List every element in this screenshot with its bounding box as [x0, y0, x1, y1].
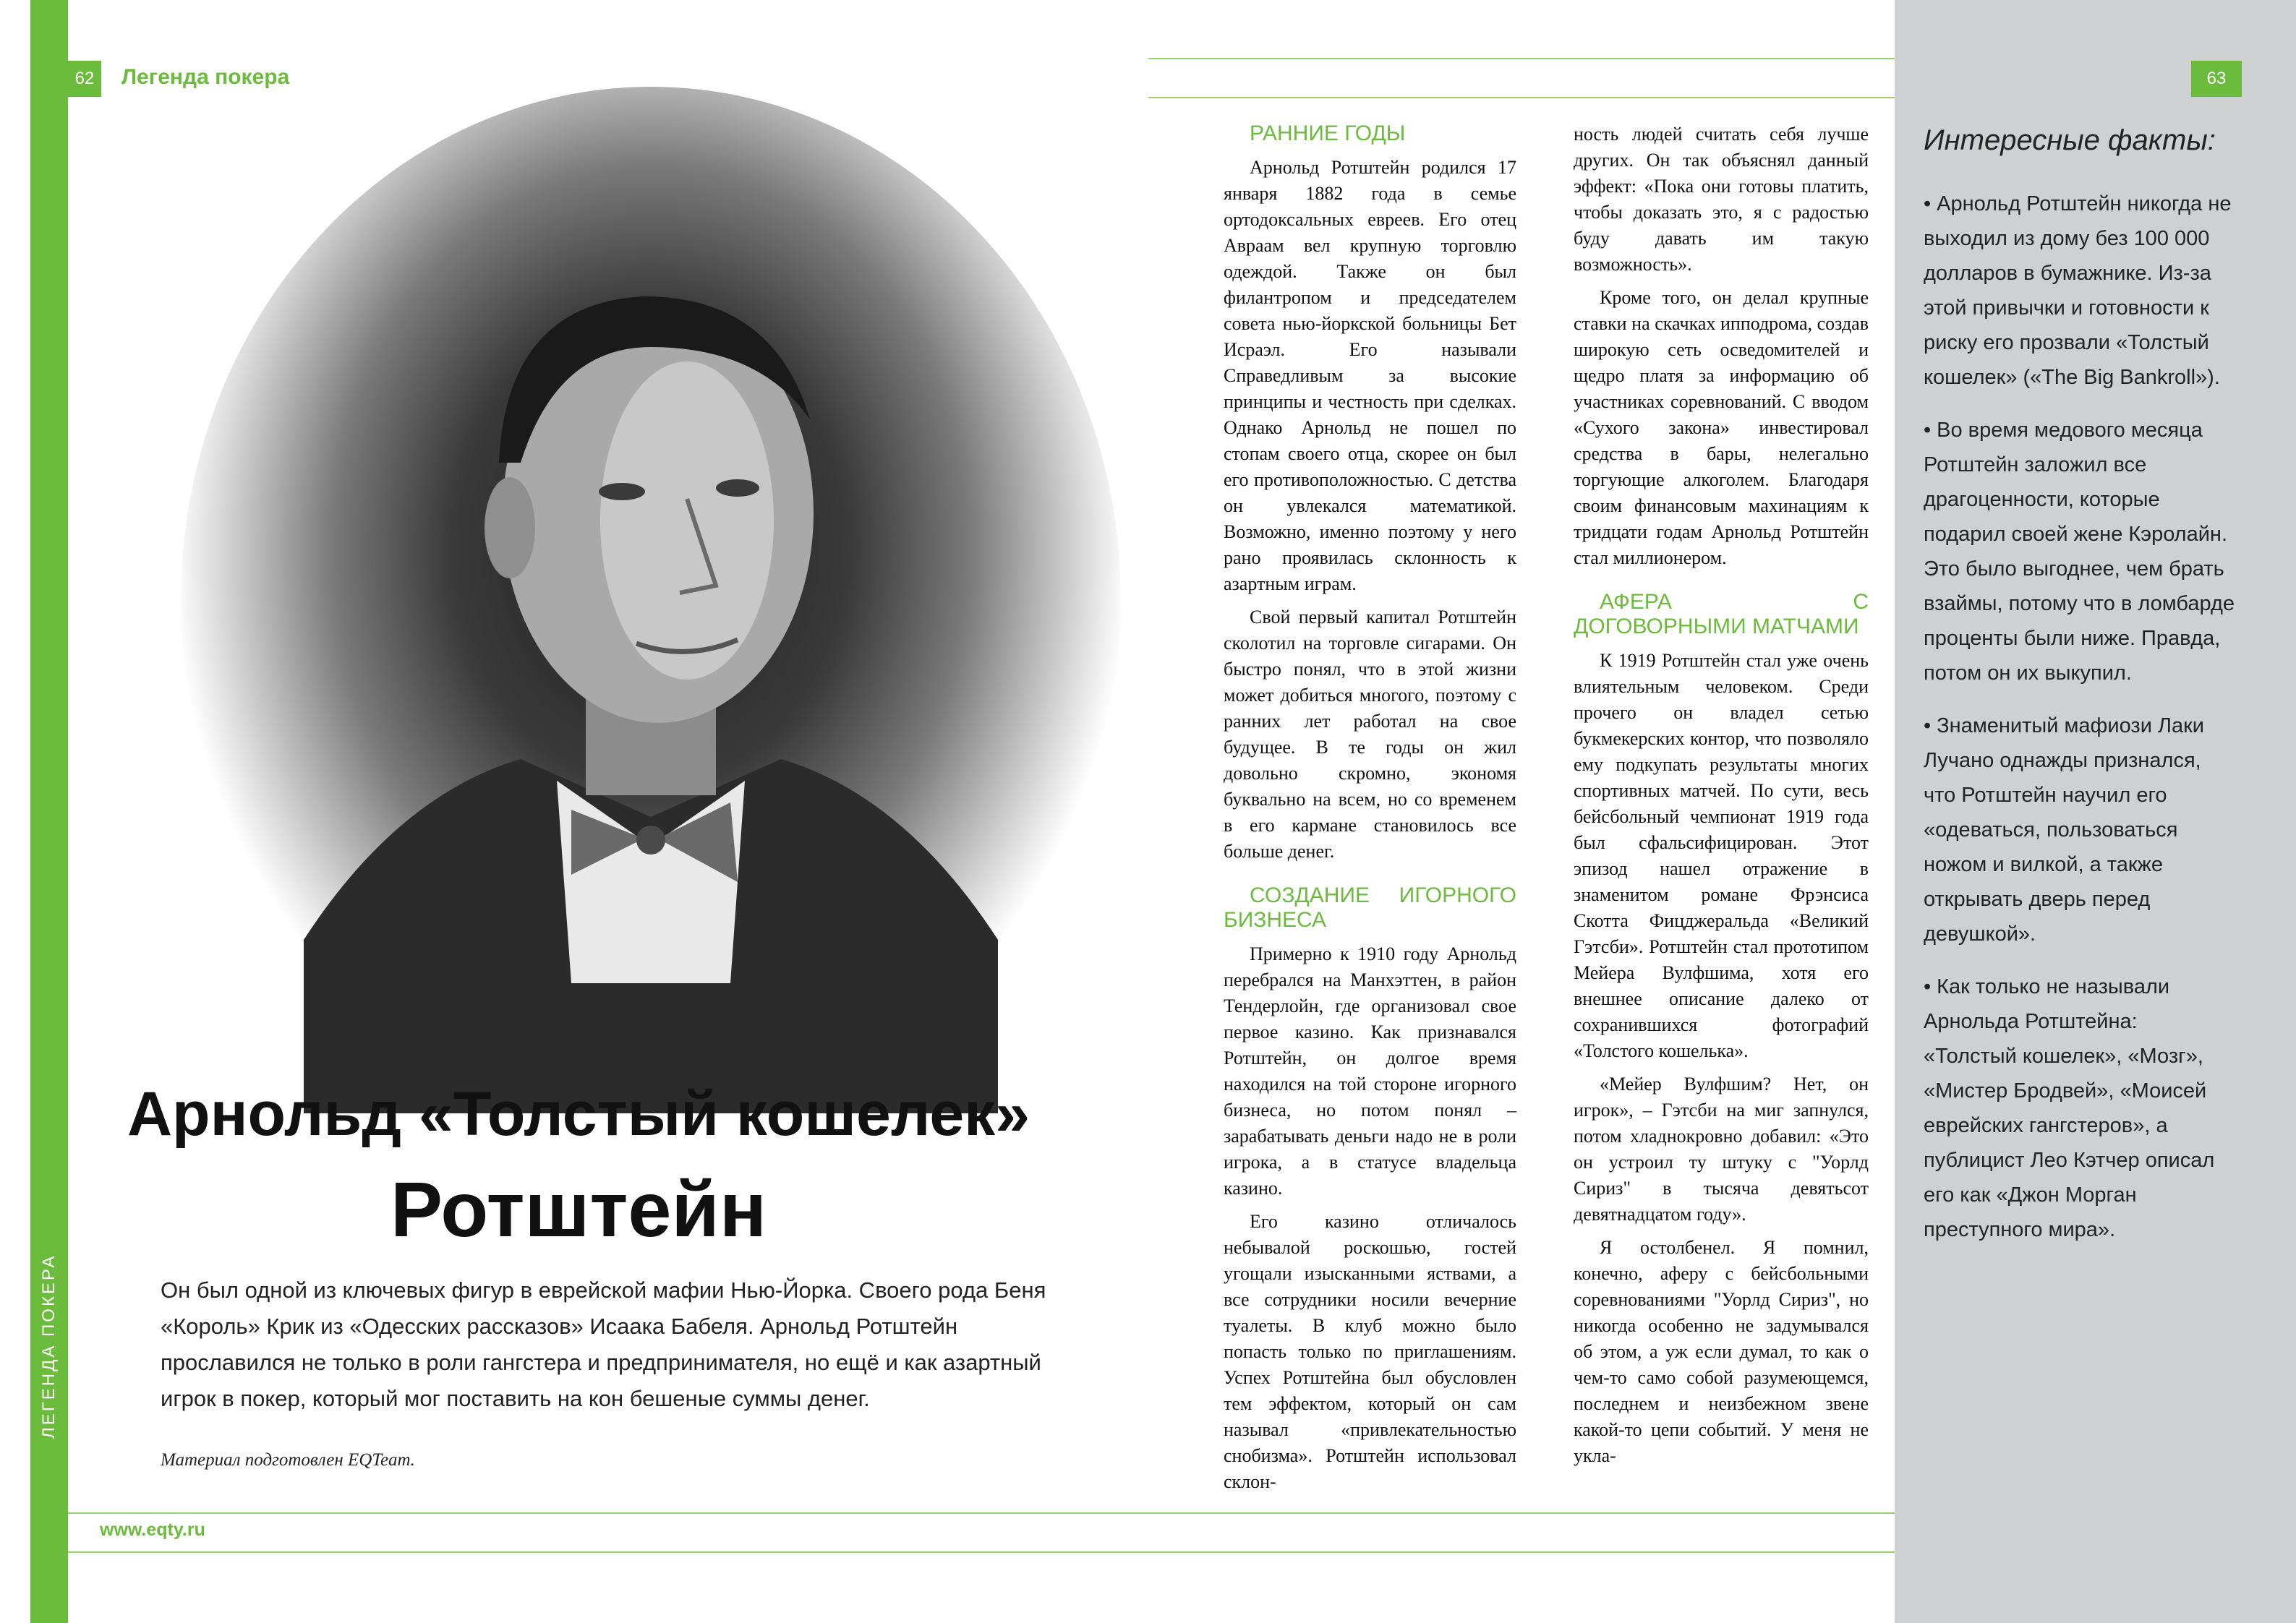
header-rule-bottom — [1148, 97, 1895, 98]
bullet-icon: • — [1924, 192, 1932, 215]
footer-website-link[interactable]: www.eqty.ru — [100, 1520, 205, 1540]
heading-gambling-business: СОЗДАНИЕ ИГОРНОГО БИЗНЕСА — [1224, 883, 1516, 932]
heading-early-years: РАННИЕ ГОДЫ — [1250, 121, 1406, 145]
facts-list — [1924, 187, 2235, 1265]
paragraph: Свой первый капитал Ротштейн сколотил на торговле сигарами. Он быстро понял, что в этой жизни может добиться многого, поэтому с ранних лет работал на свое будущее. В те годы он жил довольно скромно, экономя буквально на всем, но со временем в его кармане становилось все больше денег. — [1224, 607, 1516, 862]
page-number-right: 63 — [2191, 61, 2242, 97]
fact-item: • Арнольд Ротштейн никогда не выходил из дому без 100 000 долларов в бумажнике. Из-за этой привычки и готовности к риску его прозвали «Толстый кошелек» («The Big Bankroll»). — [1924, 192, 2232, 389]
portrait-photo — [181, 87, 1121, 1113]
intro-paragraph: Он был одной из ключевых фигур в еврейской мафии Нью-Йорка. Своего рода Беня «Король» Крик из «Одесских рассказов» Исаака Бабеля. Арнольд Ротштейн прославился не только в роли гангстера и предпринимателя, но ещё и как азартный игрок в покер, который мог поставить на кон бешеные суммы денег. — [161, 1277, 1046, 1411]
paragraph: Кроме того, он делал крупные ставки на скачках ипподрома, создав широкую сеть осведомителей и щедро платя за информацию об участниках соревнований. С вводом «Сухого закона» инвестировал средства в бары, нелегально торгующие алкоголем. Благодаря своим финансовым махинациям к тридцати годам Арнольд Ротштейн стал миллионером. — [1574, 287, 1869, 568]
article-title-line2: Ротштейн — [390, 1165, 767, 1253]
paragraph: Я остолбенел. Я помнил, конечно, аферу с бейсбольными соревнованиями "Уорлд Сириз", но никогда особенно не задумывался об этом, а уж если думал, то как о чем-то само собой разумеющемся, последнем и неизбежном звене какой-то цепи событий. У меня не укла- — [1574, 1237, 1869, 1466]
paragraph: Арнольд Ротштейн родился 17 января 1882 года в семье ортодоксальных евреев. Его отец Авраам вел крупную торговлю одеждой. Также он был филантропом и председателем совета нью-йоркской больницы Бет Исраэл. Его называли Справедливым за высокие принципы и честность при сделках. Однако Арнольд не пошел по стопам своего отца, скорее он был его противоположностью. С детства он увлекался математикой. Возможно, именно поэтому у него рано проявилась склонность к азартным играм. — [1224, 157, 1516, 594]
section-title: Легенда покера — [121, 65, 290, 89]
bullet-icon: • — [1924, 419, 1932, 442]
heading-fixed-matches: АФЕРА С ДОГОВОРНЫМИ МАТЧАМИ — [1574, 590, 1869, 638]
bullet-icon: • — [1924, 975, 1932, 998]
fact-item: • Как только не называли Арнольда Ротштейна: «Толстый кошелек», «Мозг», «Мистер Бродвей», «Моисей еврейских гангстеров», а публицист Лео Кэтчер описал его как «Джон Морган преступного мира». — [1924, 975, 2215, 1241]
paragraph: К 1919 Ротштейн стал уже очень влиятельным человеком. Среди прочего он владел сетью букмекерских контор, что позволяло ему подкупать результаты многих спортивных матчей. По сути, весь бейсбольный чемпионат 1919 года был сфальсифицирован. Этот эпизод нашел отражение в знаменитом романе Фрэнсиса Скотта Фицджеральда «Великий Гэтсби». Ротштейн стал прототипом Мейера Вулфшима, хотя его внешнее описание далеко от сохранившихся фотографий «Толстого кошелька». — [1574, 650, 1869, 1061]
article-title-line1: Арнольд «Толстый кошелек» — [127, 1079, 1030, 1149]
article-column-1 — [1224, 121, 1516, 1502]
header-rule-top — [1148, 58, 1895, 59]
side-section-label: ЛЕГЕНДА ПОКЕРА — [39, 1254, 59, 1439]
paragraph: ность людей считать себя лучше других. Он так объяснял данный эффект: «Пока они готовы платить, чтобы доказать это, я с радостью буду давать им такую возможность». — [1574, 124, 1869, 275]
paragraph: Примерно к 1910 году Арнольд перебрался на Манхэттен, в район Тендерлойн, где организовал свое первое казино. Как признавался Ротштейн, он долгое время находился на той стороне игорного бизнеса, но потом понял – зарабатывать деньги надо не в роли игрока, а в статусе владельца казино. — [1224, 943, 1516, 1199]
page-number-left: 62 — [68, 61, 101, 97]
footer-rule-top — [68, 1512, 1895, 1514]
credit-line: Материал подготовлен EQTeam. — [161, 1450, 415, 1470]
article-column-2 — [1574, 121, 1869, 1476]
paragraph: «Мейер Вулфшим? Нет, он игрок», – Гэтсби на миг запнулся, потом хладнокровно добавил: «Это он устроил ту штуку с "Уорлд Сириз" в тысяча девятьсот девятнадцатом году». — [1574, 1074, 1869, 1225]
footer-rule-bottom — [68, 1551, 1895, 1553]
paragraph: Его казино отличалось небывалой роскошью, гостей угощали изысканными яствами, а все сотрудники носили вечерние туалеты. В клуб можно было попасть только по приглашениям. Успех Ротштейна был обусловлен тем эффектом, который он сам называл «привлекательностью снобизма». Ротштейн использовал склон- — [1224, 1211, 1516, 1492]
fact-item: • Знаменитый мафиози Лаки Лучано однажды признался, что Ротштейн научил его «одеваться, пользоваться ножом и вилкой, а также открывать дверь перед девушкой». — [1924, 714, 2205, 946]
fact-item: • Во время медового месяца Ротштейн заложил все драгоценности, которые подарил своей жене Кэролайн. Это было выгоднее, чем брать взаймы, потому что в ломбарде проценты были ниже. Правда, потом он их выкупил. — [1924, 419, 2235, 685]
facts-heading: Интересные факты: — [1924, 124, 2216, 156]
bullet-icon: • — [1924, 714, 1932, 737]
